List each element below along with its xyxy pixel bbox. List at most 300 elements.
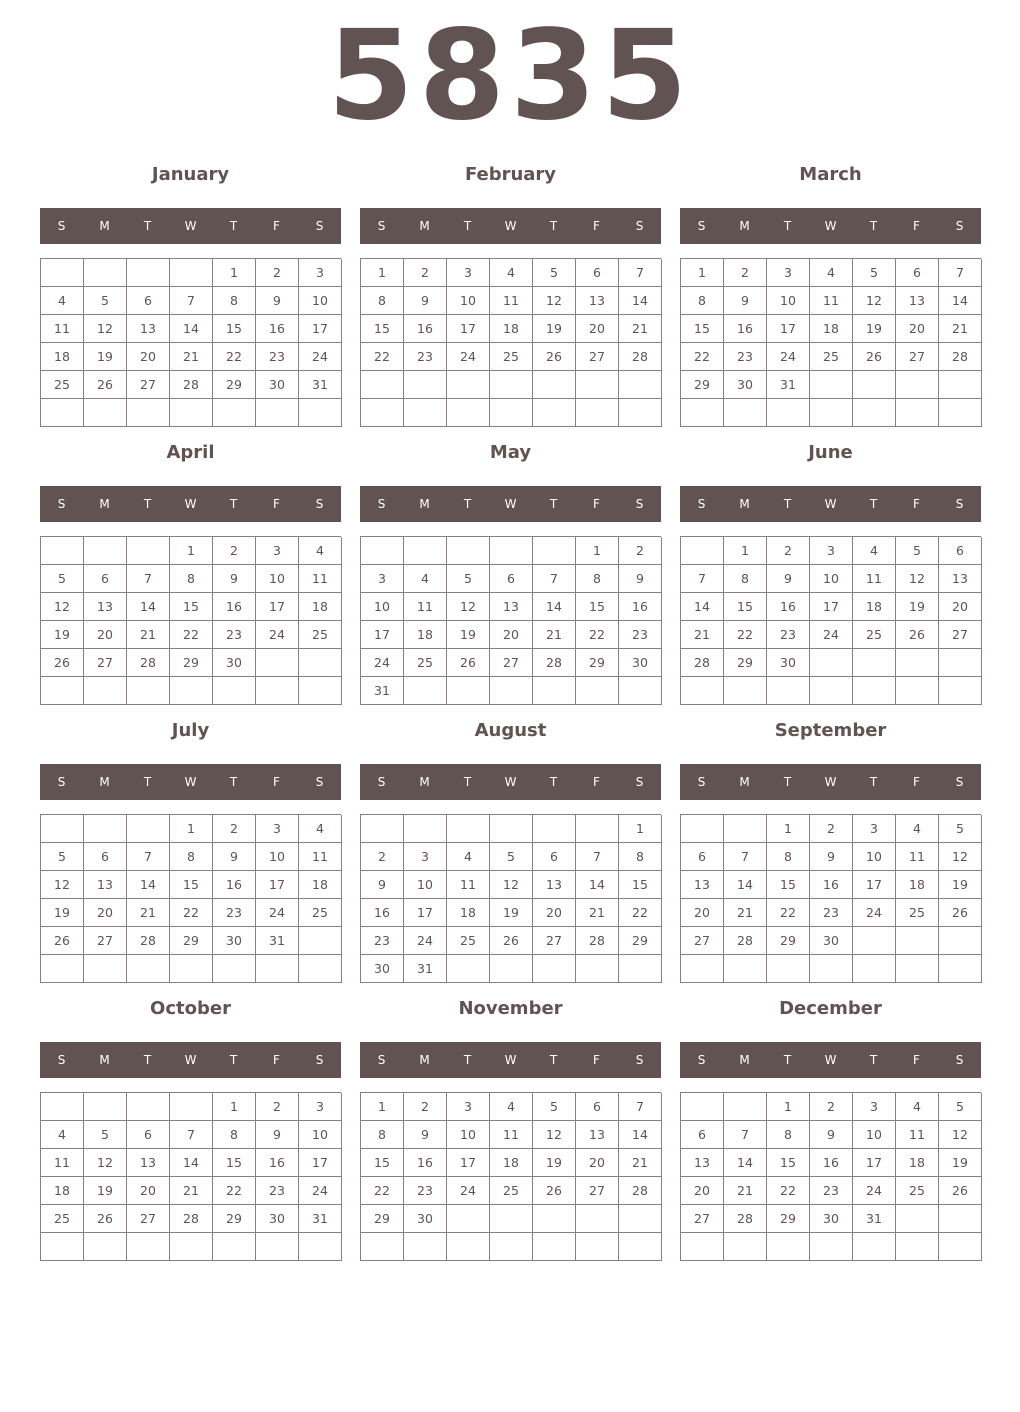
day-cell	[767, 677, 810, 705]
day-cell: 20	[533, 899, 576, 927]
day-grid	[360, 814, 661, 983]
day-cell: 12	[939, 843, 982, 871]
day-cell	[490, 399, 533, 427]
day-cell: 17	[256, 871, 299, 899]
day-grid	[360, 536, 661, 705]
day-cell: 15	[170, 593, 213, 621]
day-cell: 4	[810, 259, 853, 287]
day-cell	[170, 1093, 213, 1121]
day-cell	[256, 649, 299, 677]
day-cell: 29	[213, 371, 256, 399]
day-cell: 12	[490, 871, 533, 899]
day-grid	[360, 1092, 661, 1261]
day-cell	[853, 1233, 896, 1261]
day-cell	[213, 955, 256, 983]
month-title: April	[166, 442, 215, 463]
day-cell: 9	[256, 1121, 299, 1149]
day-cell: 17	[447, 1149, 490, 1177]
day-cell: 9	[404, 1121, 447, 1149]
weekday-label: T	[549, 497, 558, 511]
weekday-label: F	[913, 775, 920, 789]
weekday-label: S	[315, 1053, 324, 1067]
day-cell: 6	[490, 565, 533, 593]
day-cell: 26	[533, 343, 576, 371]
day-cell: 27	[84, 649, 127, 677]
day-cell: 15	[361, 1149, 404, 1177]
day-cell	[576, 399, 619, 427]
day-cell	[256, 955, 299, 983]
day-cell: 1	[724, 537, 767, 565]
day-cell: 25	[490, 343, 533, 371]
day-cell: 13	[490, 593, 533, 621]
weekday-label: T	[143, 497, 152, 511]
day-cell: 8	[170, 843, 213, 871]
day-cell: 1	[170, 815, 213, 843]
day-cell: 14	[533, 593, 576, 621]
day-cell: 18	[896, 871, 939, 899]
day-cell	[853, 399, 896, 427]
weekday-label: S	[57, 775, 66, 789]
day-cell: 11	[490, 287, 533, 315]
day-cell: 10	[853, 843, 896, 871]
day-cell: 2	[213, 815, 256, 843]
day-cell	[896, 955, 939, 983]
day-cell: 1	[619, 815, 662, 843]
weekday-label: M	[99, 775, 110, 789]
day-cell: 6	[939, 537, 982, 565]
day-cell	[84, 955, 127, 983]
day-cell: 13	[896, 287, 939, 315]
day-cell: 10	[447, 1121, 490, 1149]
day-cell: 28	[724, 1205, 767, 1233]
day-cell: 14	[724, 871, 767, 899]
day-cell: 19	[533, 1149, 576, 1177]
day-cell: 21	[170, 343, 213, 371]
day-cell: 2	[810, 1093, 853, 1121]
day-cell: 19	[939, 871, 982, 899]
day-cell	[533, 1205, 576, 1233]
day-cell: 4	[490, 259, 533, 287]
day-cell: 9	[404, 287, 447, 315]
weekday-label: W	[504, 1053, 517, 1067]
day-cell: 19	[939, 1149, 982, 1177]
day-cell: 31	[767, 371, 810, 399]
day-cell: 27	[681, 927, 724, 955]
day-cell	[576, 815, 619, 843]
weekday-label: T	[869, 1053, 878, 1067]
day-cell: 28	[576, 927, 619, 955]
weekday-label: W	[184, 497, 197, 511]
day-cell: 21	[681, 621, 724, 649]
day-cell	[619, 399, 662, 427]
weekday-label: M	[739, 219, 750, 233]
month-title: January	[151, 164, 230, 185]
weekday-header	[680, 764, 981, 800]
weekday-label: S	[315, 219, 324, 233]
day-cell: 26	[939, 899, 982, 927]
day-cell: 22	[724, 621, 767, 649]
day-cell: 16	[619, 593, 662, 621]
day-cell: 16	[724, 315, 767, 343]
day-cell: 20	[576, 1149, 619, 1177]
day-cell: 4	[490, 1093, 533, 1121]
day-cell: 25	[853, 621, 896, 649]
day-cell: 4	[447, 843, 490, 871]
day-cell: 29	[213, 1205, 256, 1233]
day-cell	[170, 677, 213, 705]
weekday-label: F	[913, 497, 920, 511]
day-cell	[681, 1233, 724, 1261]
day-cell: 21	[939, 315, 982, 343]
day-cell: 6	[533, 843, 576, 871]
day-cell: 1	[361, 1093, 404, 1121]
day-cell	[127, 399, 170, 427]
day-cell	[853, 371, 896, 399]
day-cell: 15	[576, 593, 619, 621]
day-cell: 14	[170, 315, 213, 343]
day-cell: 3	[447, 259, 490, 287]
weekday-header	[40, 486, 341, 522]
weekday-label: F	[273, 775, 280, 789]
day-cell: 17	[810, 593, 853, 621]
day-grid	[40, 258, 341, 427]
year-title: 5835	[327, 4, 693, 148]
day-cell: 24	[447, 1177, 490, 1205]
weekday-label: M	[739, 497, 750, 511]
weekday-label: S	[955, 219, 964, 233]
day-cell: 15	[361, 315, 404, 343]
day-cell: 27	[533, 927, 576, 955]
day-cell: 12	[447, 593, 490, 621]
day-grid	[680, 258, 981, 427]
day-cell: 22	[213, 1177, 256, 1205]
day-cell: 25	[490, 1177, 533, 1205]
day-cell: 8	[170, 565, 213, 593]
day-cell: 28	[724, 927, 767, 955]
weekday-label: S	[635, 775, 644, 789]
day-cell: 26	[939, 1177, 982, 1205]
weekday-label: S	[377, 1053, 386, 1067]
day-cell: 9	[619, 565, 662, 593]
day-grid	[40, 814, 341, 983]
month-title: May	[489, 442, 532, 463]
day-cell: 22	[170, 621, 213, 649]
day-cell: 13	[576, 1121, 619, 1149]
day-cell: 10	[853, 1121, 896, 1149]
day-cell: 6	[127, 1121, 170, 1149]
day-cell: 5	[939, 815, 982, 843]
day-cell: 23	[256, 343, 299, 371]
day-cell: 7	[170, 1121, 213, 1149]
day-cell	[447, 399, 490, 427]
day-cell	[939, 955, 982, 983]
day-cell: 30	[213, 927, 256, 955]
weekday-label: S	[955, 497, 964, 511]
day-cell: 3	[256, 815, 299, 843]
day-cell	[490, 1233, 533, 1261]
day-cell: 5	[41, 565, 84, 593]
day-cell	[490, 955, 533, 983]
day-cell	[533, 677, 576, 705]
day-cell: 17	[447, 315, 490, 343]
day-cell: 18	[41, 1177, 84, 1205]
day-cell: 10	[299, 287, 342, 315]
day-cell	[447, 677, 490, 705]
day-cell: 9	[767, 565, 810, 593]
weekday-label: W	[824, 775, 837, 789]
day-cell: 21	[619, 1149, 662, 1177]
weekday-header	[40, 208, 341, 244]
day-cell	[170, 259, 213, 287]
day-cell: 15	[767, 871, 810, 899]
day-cell: 15	[213, 315, 256, 343]
day-cell	[84, 537, 127, 565]
weekday-label: T	[229, 219, 238, 233]
weekday-label: S	[635, 219, 644, 233]
day-cell: 12	[896, 565, 939, 593]
day-cell: 31	[299, 371, 342, 399]
weekday-label: F	[593, 497, 600, 511]
day-cell: 6	[681, 843, 724, 871]
day-cell: 1	[767, 815, 810, 843]
weekday-label: W	[504, 775, 517, 789]
day-cell: 13	[681, 871, 724, 899]
day-cell: 20	[939, 593, 982, 621]
day-cell: 8	[767, 843, 810, 871]
day-cell	[170, 399, 213, 427]
day-cell	[896, 1205, 939, 1233]
day-cell: 18	[299, 871, 342, 899]
day-cell: 3	[767, 259, 810, 287]
day-cell: 17	[853, 1149, 896, 1177]
day-cell: 7	[127, 843, 170, 871]
day-cell	[213, 677, 256, 705]
day-cell: 5	[939, 1093, 982, 1121]
day-cell: 17	[299, 315, 342, 343]
day-cell	[361, 537, 404, 565]
day-cell: 3	[853, 815, 896, 843]
day-grid	[680, 1092, 981, 1261]
weekday-label: W	[504, 219, 517, 233]
day-cell: 14	[724, 1149, 767, 1177]
day-cell: 8	[361, 1121, 404, 1149]
day-cell: 22	[619, 899, 662, 927]
day-cell: 2	[724, 259, 767, 287]
day-cell: 19	[490, 899, 533, 927]
day-cell	[41, 1093, 84, 1121]
day-cell: 5	[84, 1121, 127, 1149]
day-cell: 26	[84, 1205, 127, 1233]
day-cell	[896, 1233, 939, 1261]
day-cell: 11	[896, 1121, 939, 1149]
day-grid	[680, 536, 981, 705]
day-cell: 3	[447, 1093, 490, 1121]
day-cell: 1	[576, 537, 619, 565]
weekday-label: T	[463, 219, 472, 233]
day-cell: 7	[533, 565, 576, 593]
day-cell: 27	[84, 927, 127, 955]
day-cell: 2	[213, 537, 256, 565]
day-cell	[213, 399, 256, 427]
day-cell: 30	[619, 649, 662, 677]
weekday-header	[40, 1042, 341, 1078]
day-cell: 14	[170, 1149, 213, 1177]
day-cell	[490, 537, 533, 565]
day-cell	[361, 371, 404, 399]
weekday-label: M	[99, 497, 110, 511]
day-cell	[447, 955, 490, 983]
day-cell: 2	[810, 815, 853, 843]
day-cell	[41, 1233, 84, 1261]
weekday-label: S	[377, 775, 386, 789]
day-cell	[896, 677, 939, 705]
weekday-label: T	[783, 1053, 792, 1067]
day-cell: 23	[256, 1177, 299, 1205]
day-cell: 26	[853, 343, 896, 371]
day-cell	[84, 259, 127, 287]
day-cell: 10	[299, 1121, 342, 1149]
weekday-label: F	[913, 219, 920, 233]
day-cell: 23	[213, 899, 256, 927]
weekday-label: S	[315, 775, 324, 789]
day-cell: 25	[896, 1177, 939, 1205]
day-cell	[256, 1233, 299, 1261]
day-cell: 25	[447, 927, 490, 955]
weekday-label: S	[57, 497, 66, 511]
day-cell: 31	[404, 955, 447, 983]
weekday-label: T	[463, 497, 472, 511]
weekday-label: T	[143, 1053, 152, 1067]
day-cell: 15	[213, 1149, 256, 1177]
day-cell: 20	[127, 343, 170, 371]
day-cell: 30	[213, 649, 256, 677]
day-cell: 17	[767, 315, 810, 343]
weekday-label: T	[783, 219, 792, 233]
day-cell: 13	[533, 871, 576, 899]
weekday-label: T	[783, 775, 792, 789]
month-title: June	[808, 442, 853, 463]
day-cell: 27	[939, 621, 982, 649]
weekday-label: T	[463, 1053, 472, 1067]
day-cell: 10	[447, 287, 490, 315]
weekday-header	[360, 208, 661, 244]
day-cell	[896, 399, 939, 427]
day-cell: 15	[170, 871, 213, 899]
day-cell: 3	[404, 843, 447, 871]
day-cell: 5	[447, 565, 490, 593]
day-cell: 26	[490, 927, 533, 955]
day-cell: 12	[41, 593, 84, 621]
day-cell: 23	[213, 621, 256, 649]
day-cell: 12	[533, 287, 576, 315]
day-cell: 29	[170, 649, 213, 677]
day-cell: 1	[681, 259, 724, 287]
day-cell: 12	[84, 1149, 127, 1177]
weekday-label: M	[419, 775, 430, 789]
day-cell: 25	[299, 621, 342, 649]
month-title: October	[150, 998, 231, 1019]
day-cell: 21	[127, 621, 170, 649]
month-title: September	[774, 720, 887, 741]
day-cell	[681, 955, 724, 983]
day-cell	[404, 537, 447, 565]
day-cell	[533, 955, 576, 983]
day-cell: 8	[213, 1121, 256, 1149]
day-cell	[299, 927, 342, 955]
day-cell	[84, 677, 127, 705]
day-cell	[533, 815, 576, 843]
day-cell: 7	[127, 565, 170, 593]
day-cell	[490, 1205, 533, 1233]
weekday-label: W	[184, 1053, 197, 1067]
day-cell: 20	[681, 1177, 724, 1205]
day-cell: 26	[447, 649, 490, 677]
day-cell	[619, 371, 662, 399]
weekday-label: S	[315, 497, 324, 511]
day-cell: 22	[767, 899, 810, 927]
day-cell: 8	[213, 287, 256, 315]
day-cell	[853, 955, 896, 983]
day-cell	[939, 399, 982, 427]
day-cell: 9	[810, 1121, 853, 1149]
day-cell	[299, 955, 342, 983]
weekday-header	[360, 764, 661, 800]
day-cell: 19	[447, 621, 490, 649]
weekday-label: W	[184, 775, 197, 789]
day-cell	[447, 815, 490, 843]
day-cell: 21	[724, 1177, 767, 1205]
weekday-label: S	[377, 219, 386, 233]
day-cell	[681, 537, 724, 565]
day-cell	[256, 399, 299, 427]
day-cell: 15	[767, 1149, 810, 1177]
day-cell: 1	[213, 1093, 256, 1121]
day-cell: 18	[490, 1149, 533, 1177]
weekday-label: F	[593, 219, 600, 233]
weekday-label: T	[229, 1053, 238, 1067]
day-cell: 24	[853, 899, 896, 927]
day-cell	[767, 955, 810, 983]
day-cell: 5	[853, 259, 896, 287]
day-cell: 5	[533, 259, 576, 287]
day-cell: 5	[533, 1093, 576, 1121]
day-cell: 4	[853, 537, 896, 565]
day-cell	[447, 537, 490, 565]
day-cell	[41, 259, 84, 287]
day-cell	[490, 371, 533, 399]
weekday-label: M	[419, 1053, 430, 1067]
day-cell: 27	[576, 343, 619, 371]
weekday-label: S	[697, 497, 706, 511]
day-cell: 24	[767, 343, 810, 371]
day-cell: 3	[810, 537, 853, 565]
day-cell: 9	[213, 843, 256, 871]
day-cell	[84, 1093, 127, 1121]
day-cell	[896, 927, 939, 955]
day-cell: 26	[533, 1177, 576, 1205]
day-cell: 24	[256, 621, 299, 649]
day-cell: 18	[299, 593, 342, 621]
day-cell: 11	[41, 1149, 84, 1177]
day-cell	[447, 1205, 490, 1233]
day-cell: 25	[896, 899, 939, 927]
day-grid	[360, 258, 661, 427]
day-cell: 5	[41, 843, 84, 871]
day-cell: 27	[576, 1177, 619, 1205]
day-cell: 25	[404, 649, 447, 677]
day-cell	[939, 1205, 982, 1233]
day-cell: 7	[619, 259, 662, 287]
